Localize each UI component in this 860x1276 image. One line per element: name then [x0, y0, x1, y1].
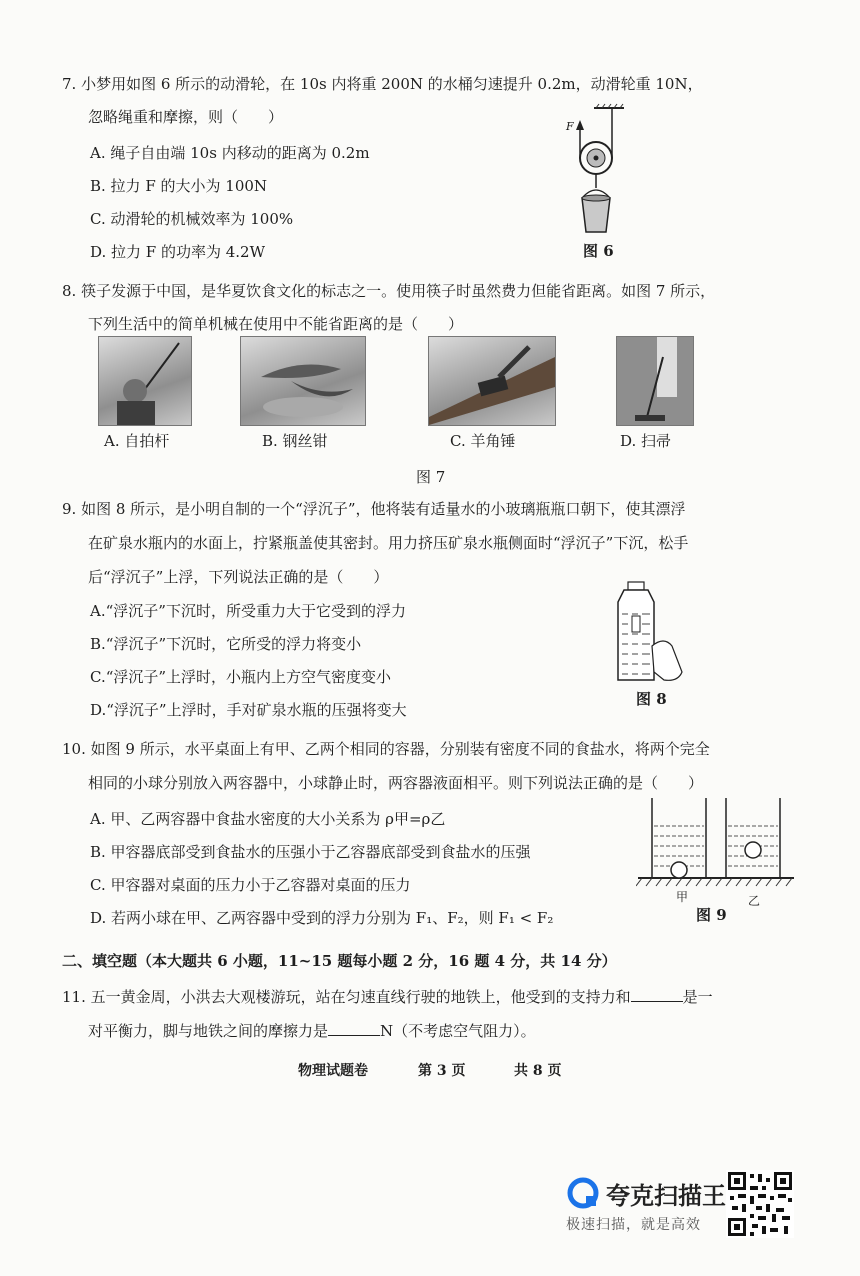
q8-option-a: A. 自拍杆 [104, 432, 170, 450]
q7-option-b: B. 拉力 F 的大小为 100N [90, 177, 268, 195]
figure-8-bottle-diagram [608, 580, 692, 684]
pliers-photo [240, 336, 366, 426]
figure-8-caption: 图 8 [636, 690, 667, 708]
q10-line2: 相同的小球分别放入两容器中，小球静止时，两容器液面相平。则下列说法正确的是（ ） [88, 774, 704, 792]
q9-option-d: D.“浮沉子”上浮时，手对矿泉水瓶的压强将变大 [90, 701, 407, 719]
footer-page: 第 3 页 [418, 1063, 466, 1079]
q11-line1-end: 是一 [682, 988, 713, 1006]
footer-subject: 物理试题卷 [298, 1063, 368, 1079]
q11-line2 [88, 1020, 536, 1041]
q9-option-a: A.“浮沉子”下沉时，所受重力大于它受到的浮力 [90, 602, 406, 620]
q11-line1 [62, 986, 713, 1007]
q8-line1: 8. 筷子发源于中国，是华夏饮食文化的标志之一。使用筷子时虽然费力但能省距离。如图 7 所示， [62, 282, 716, 300]
q11-line2-text: 对平衡力，脚与地铁之间的摩擦力是 [88, 1022, 329, 1040]
q11-line2-end: N（不考虑空气阻力）。 [380, 1022, 536, 1040]
footer-total: 共 8 页 [514, 1063, 562, 1079]
q8-option-c: C. 羊角锤 [450, 432, 516, 450]
q7-option-d: D. 拉力 F 的功率为 4.2W [90, 243, 266, 261]
watermark-brand: 夸克扫描王 [606, 1182, 726, 1210]
q11-blank-1 [631, 987, 683, 1002]
q8-line2: 下列生活中的简单机械在使用中不能省距离的是（ ） [88, 315, 464, 333]
q7-option-a: A. 绳子自由端 10s 内移动的距离为 0.2m [90, 144, 370, 162]
q9-line1: 9. 如图 8 所示，是小明自制的一个“浮沉子”，他将装有适量水的小玻璃瓶瓶口朝下，使其漂浮 [62, 500, 686, 518]
broom-photo [616, 336, 694, 426]
q10-option-a: A. 甲、乙两容器中食盐水密度的大小关系为 ρ甲=ρ乙 [90, 810, 446, 828]
q10-line1: 10. 如图 9 所示，水平桌面上有甲、乙两个相同的容器，分别装有密度不同的食盐水，将两个完全 [62, 740, 710, 758]
q9-line3: 后“浮沉子”上浮，下列说法正确的是（ ） [88, 568, 389, 586]
q11-line1-text: 11. 五一黄金周，小洪去大观楼游玩，站在匀速直线行驶的地铁上，他受到的支持力和 [62, 988, 631, 1006]
q10-option-d: D. 若两小球在甲、乙两容器中受到的浮力分别为 F₁、F₂，则 F₁ < F₂ [90, 909, 554, 927]
selfie-stick-photo [98, 336, 192, 426]
figure-9-label-right: 乙 [748, 894, 761, 908]
figure-7-caption: 图 7 [416, 468, 446, 486]
q11-blank-2 [328, 1021, 380, 1036]
q7-option-c: C. 动滑轮的机械效率为 100% [90, 210, 294, 228]
q9-option-b: B.“浮沉子”下沉时，它所受的浮力将变小 [90, 635, 362, 653]
q10-option-c: C. 甲容器对桌面的压力小于乙容器对桌面的压力 [90, 876, 411, 894]
watermark-slogan: 极速扫描，就是高效 [566, 1217, 701, 1233]
q7-line2: 忽略绳重和摩擦，则（ ） [88, 108, 284, 126]
figure-9-caption: 图 9 [696, 906, 727, 924]
qr-code-icon [726, 1170, 794, 1238]
figure-6-caption: 图 6 [583, 242, 614, 260]
q8-option-d: D. 扫帚 [620, 432, 672, 450]
quark-logo-icon [566, 1176, 600, 1210]
figure-9-label-left: 甲 [676, 890, 689, 904]
q9-line2: 在矿泉水瓶内的水面上，拧紧瓶盖使其密封。用力挤压矿泉水瓶侧面时“浮沉子”下沉，松手 [88, 534, 689, 552]
q8-option-b: B. 钢丝钳 [262, 432, 328, 450]
q10-option-b: B. 甲容器底部受到食盐水的压强小于乙容器底部受到食盐水的压强 [90, 843, 531, 861]
claw-hammer-photo [428, 336, 556, 426]
force-label: F [566, 120, 574, 133]
q7-line1: 7. 小梦用如图 6 所示的动滑轮，在 10s 内将重 200N 的水桶匀速提升 0.2m，动滑轮重 10N， [62, 75, 703, 93]
q9-option-c: C.“浮沉子”上浮时，小瓶内上方空气密度变小 [90, 668, 392, 686]
section-2-heading: 二、填空题（本大题共 6 小题，11~15 题每小题 2 分，16 题 4 分，共 14 分） [62, 952, 617, 970]
figure-9-containers-diagram [636, 796, 796, 888]
